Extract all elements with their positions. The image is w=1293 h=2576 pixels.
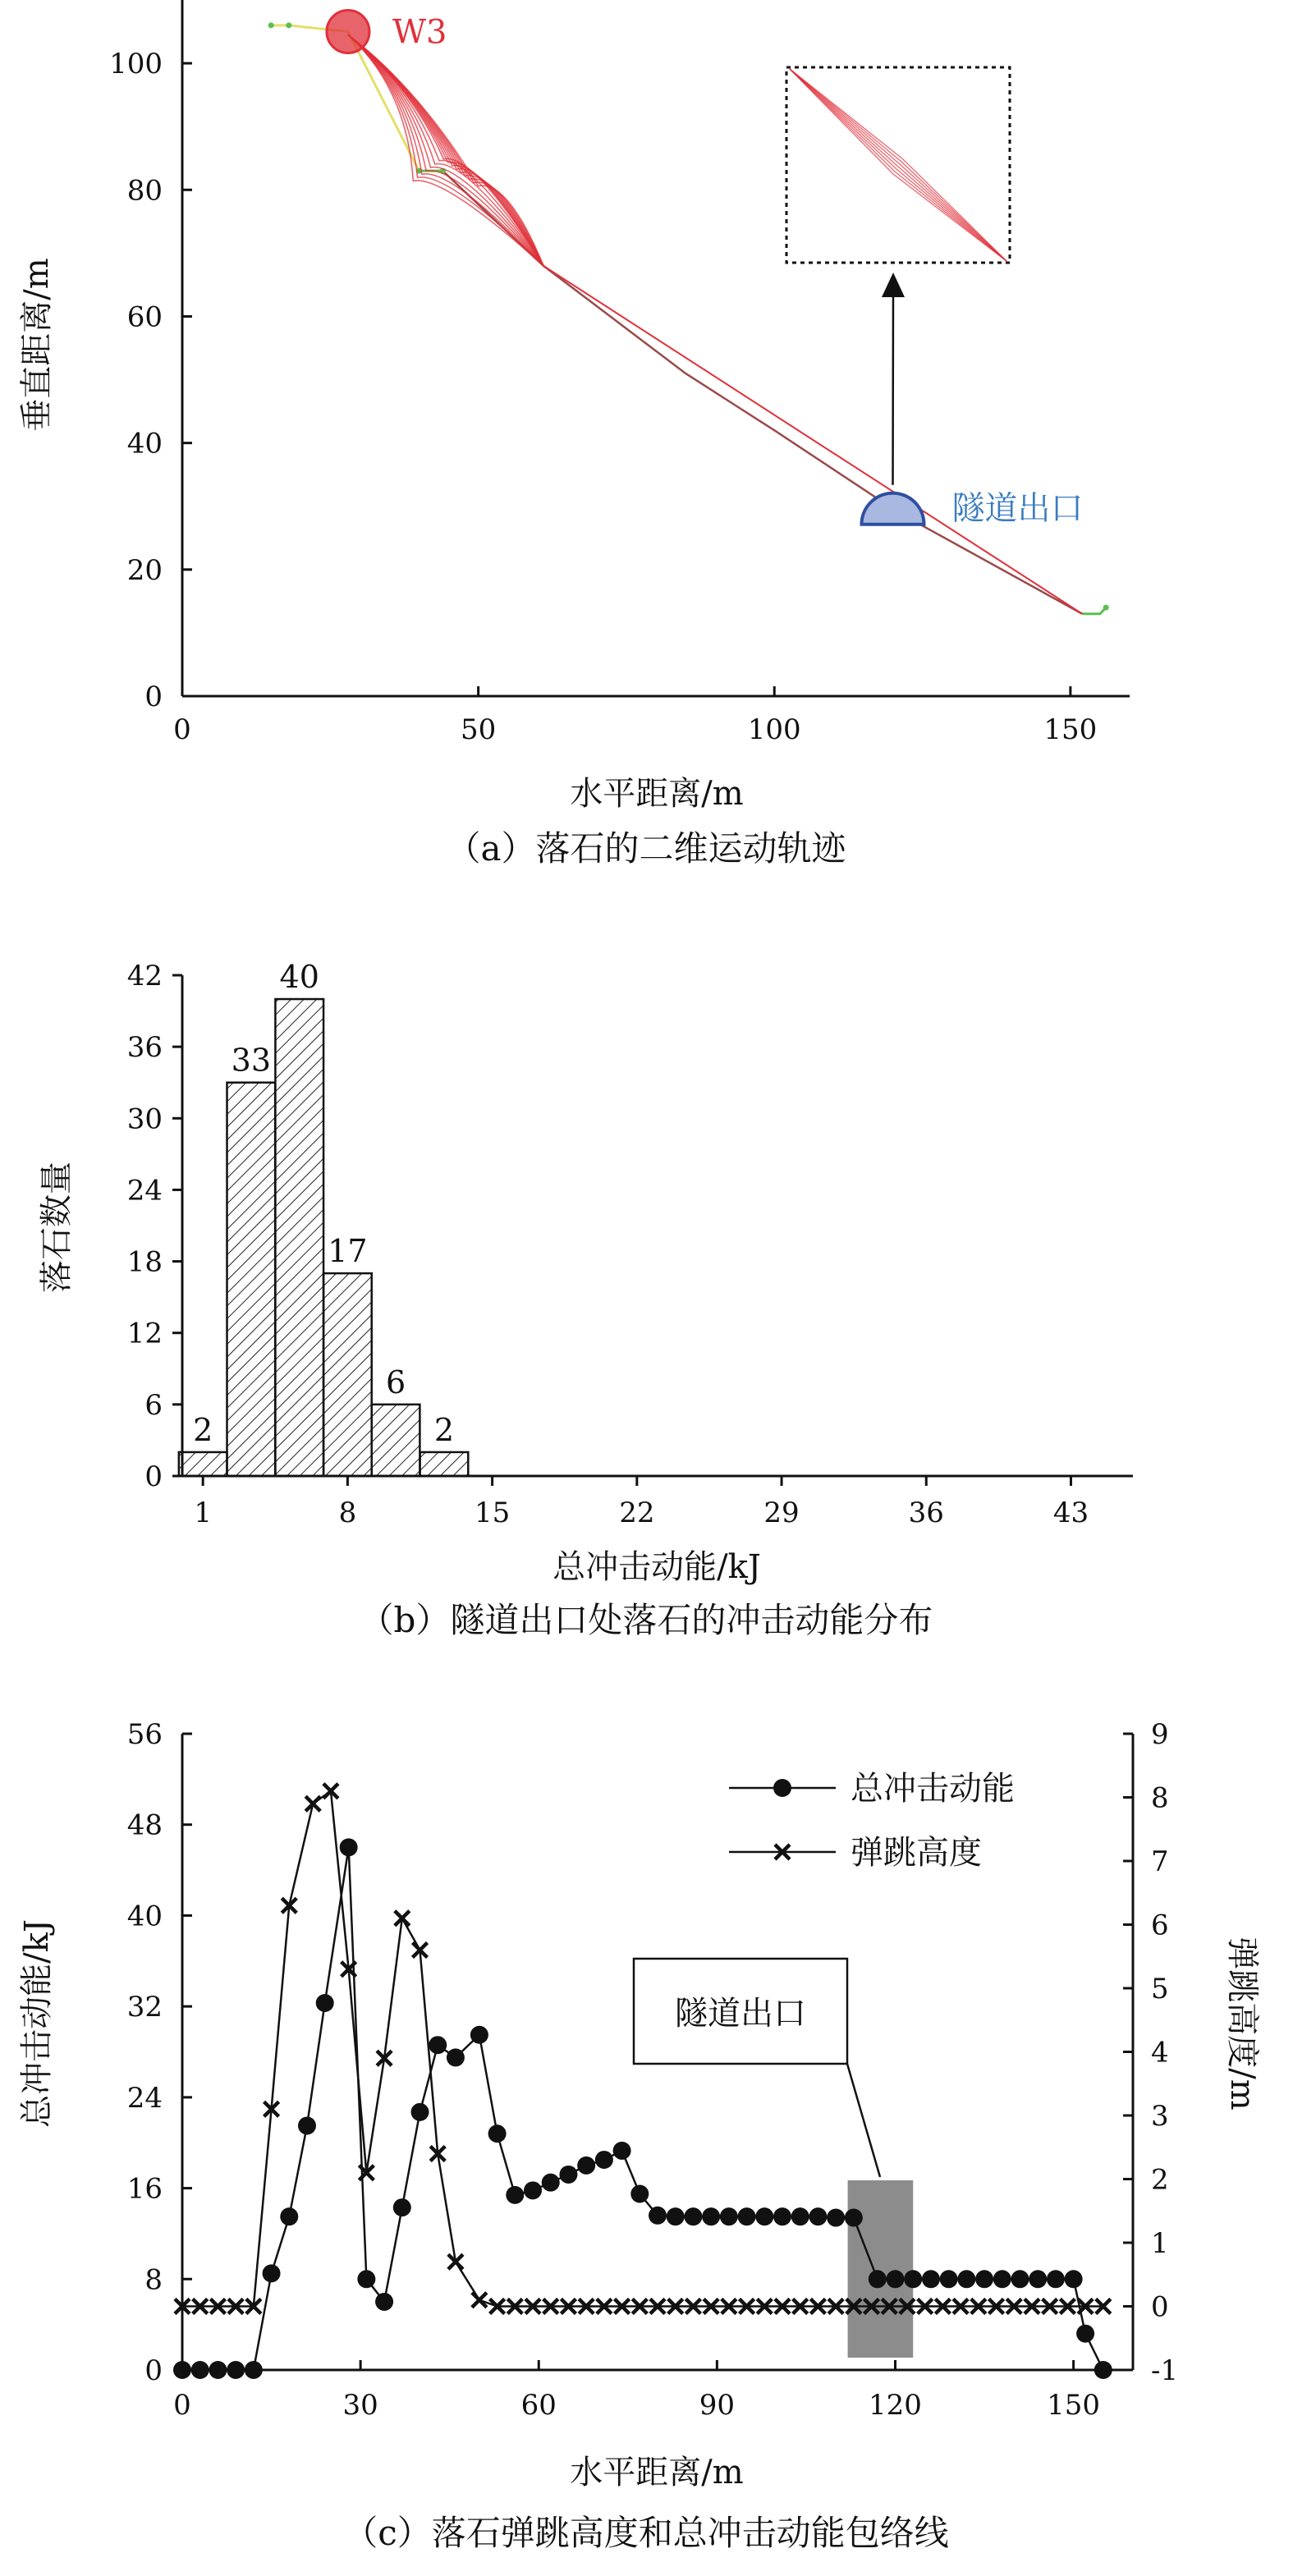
energy-point (280, 2207, 298, 2225)
energy-point (613, 2142, 631, 2160)
energy-point (209, 2361, 227, 2379)
bar-value-label: 40 (279, 959, 319, 996)
energy-point (191, 2361, 209, 2379)
energy-point (975, 2270, 993, 2288)
energy-point (488, 2125, 507, 2143)
y-tick-label-c-left: 32 (126, 1991, 163, 2024)
energy-point (340, 1838, 358, 1856)
energy-point (411, 2103, 429, 2121)
energy-point (957, 2270, 975, 2288)
y-tick-label-c-right: 7 (1151, 1845, 1169, 1878)
y-tick-label-c-right: -1 (1151, 2354, 1179, 2387)
y-tick-label-c-left: 0 (144, 2354, 163, 2387)
x-tick-label-a: 150 (1043, 713, 1098, 746)
x-tick-label-c: 150 (1047, 2389, 1101, 2422)
bar-value-label: 2 (193, 1411, 213, 1448)
profile-vertex (286, 22, 291, 28)
x-tick-label-a: 100 (747, 713, 801, 746)
y-tick-label-a: 0 (144, 681, 163, 713)
tunnel-exit-shaded-band (848, 2180, 914, 2358)
energy-point (809, 2207, 827, 2225)
inset-arrow-head (882, 273, 905, 297)
y-tick-label-b: 42 (126, 960, 163, 992)
envelope-series (173, 1784, 1112, 2379)
y-tick-label-a: 40 (126, 427, 163, 461)
x-tick-label-b: 22 (619, 1497, 655, 1529)
energy-point (922, 2270, 940, 2288)
energy-point (173, 2361, 191, 2379)
legend (729, 1770, 1015, 1872)
y-tick-label-c-right: 9 (1151, 1718, 1169, 1751)
energy-point (595, 2151, 613, 2169)
series-line-energy (182, 1847, 1103, 2370)
energy-point (702, 2207, 720, 2225)
bar-value-label: 2 (433, 1411, 455, 1448)
y-tick-label-c-left: 56 (126, 1718, 163, 1751)
energy-point (245, 2361, 263, 2379)
x-tick-label-b: 8 (338, 1497, 357, 1529)
energy-point (845, 2209, 863, 2227)
energy-point (524, 2181, 542, 2199)
energy-point (1076, 2325, 1094, 2343)
panel-b-energy-histogram (38, 959, 1133, 1640)
bar-value-label: 6 (385, 1364, 406, 1400)
profile-vertex (1103, 605, 1109, 611)
bar-value-label: 33 (231, 1042, 272, 1079)
x-tick-label-c: 60 (520, 2389, 557, 2422)
x-tick-label-b: 43 (1052, 1497, 1089, 1529)
tunnel-exit-label: 隧道出口 (951, 489, 1084, 528)
energy-point (470, 2026, 488, 2044)
y-tick-label-b: 0 (144, 1460, 163, 1493)
energy-point (827, 2209, 845, 2227)
y-tick-label-c-right: 1 (1151, 2227, 1169, 2260)
inset-zoom-box (786, 67, 1010, 485)
caption-a: （a）落石的二维运动轨迹 (446, 828, 846, 869)
y-tick-label-b: 18 (126, 1245, 163, 1279)
x-tick-label-c: 90 (699, 2389, 736, 2422)
histogram-bars (179, 999, 468, 1476)
x-tick-label-c: 120 (869, 2389, 922, 2422)
y-tick-label-c-right: 2 (1151, 2163, 1169, 2197)
energy-point (506, 2186, 524, 2204)
energy-point (429, 2036, 447, 2054)
histogram-bar (275, 999, 323, 1476)
energy-point (1047, 2270, 1065, 2288)
w3-marker (327, 11, 369, 53)
y-tick-label-c-left: 8 (144, 2263, 163, 2297)
bounce-point (305, 1796, 320, 1811)
panel-c-envelope-chart (18, 1718, 1261, 2553)
y-tick-label-c-left: 48 (126, 1808, 163, 1842)
energy-point (887, 2270, 905, 2288)
caption-b: （b）隧道出口处落石的冲击动能分布 (359, 1600, 933, 1640)
x-tick-label-c: 0 (173, 2389, 191, 2422)
tunnel-exit-band (848, 2180, 914, 2358)
y-tick-label-b: 24 (126, 1174, 163, 1208)
y-tick-label-a: 80 (126, 174, 163, 208)
energy-point (298, 2116, 316, 2134)
energy-point (542, 2174, 560, 2192)
y-tick-label-c-right: 4 (1151, 2036, 1169, 2070)
histogram-bar (179, 1452, 227, 1476)
callout-label: 隧道出口 (675, 1995, 806, 2033)
histogram-bar (372, 1405, 420, 1476)
y-tick-label-a: 60 (126, 300, 163, 334)
legend-label-energy: 总冲击动能 (851, 1770, 1015, 1808)
y-tick-label-c-right: 0 (1151, 2290, 1169, 2324)
energy-point (1029, 2270, 1047, 2288)
energy-point (720, 2207, 738, 2225)
y-tick-label-b: 12 (126, 1317, 163, 1350)
x-tick-label-b: 1 (194, 1497, 212, 1529)
xlabel-a: 水平距离/m (570, 775, 744, 813)
ticks-c (127, 1718, 1178, 2422)
energy-point (684, 2207, 702, 2225)
legend-marker-energy (773, 1779, 791, 1797)
ylabel-a: 垂直距离/m (18, 258, 56, 432)
xlabel-b: 总冲击动能/kJ (553, 1548, 761, 1586)
energy-point (869, 2270, 887, 2288)
y-tick-label-c-left: 40 (126, 1900, 163, 1933)
energy-point (357, 2270, 375, 2288)
energy-point (630, 2184, 649, 2202)
ylabel-b: 落石数量 (38, 1162, 76, 1293)
y-tick-label-a: 20 (126, 553, 163, 587)
energy-point (559, 2166, 577, 2184)
y-tick-label-b: 6 (144, 1388, 163, 1422)
ylabel-c-left: 总冲击动能/kJ (18, 1919, 56, 2128)
energy-point (667, 2207, 685, 2225)
tunnel-exit-marker (862, 493, 924, 525)
y-tick-label-c-right: 8 (1151, 1781, 1169, 1815)
histogram-bar (420, 1452, 469, 1476)
y-tick-label-b: 36 (126, 1031, 163, 1065)
energy-point (316, 1994, 334, 2012)
tunnel-exit-callout (634, 1959, 880, 2177)
profile-vertex (268, 22, 274, 28)
x-tick-label-b: 29 (763, 1497, 800, 1529)
x-tick-label-a: 50 (460, 713, 497, 746)
energy-point (773, 2207, 791, 2225)
energy-point (393, 2198, 411, 2216)
energy-point (577, 2157, 595, 2175)
histogram-bar (227, 1083, 276, 1476)
inset-arrow-line (893, 289, 894, 485)
ylabel-c-right: 弹跳高度/m (1223, 1937, 1261, 2111)
x-tick-label-b: 36 (908, 1497, 944, 1529)
energy-point (1065, 2270, 1083, 2288)
energy-point (791, 2207, 809, 2225)
energy-point (227, 2361, 245, 2379)
y-tick-label-b: 30 (126, 1102, 163, 1136)
y-tick-label-c-right: 6 (1151, 1909, 1169, 1942)
legend-label-bounce: 弹跳高度 (851, 1834, 982, 1872)
y-tick-label-c-right: 3 (1151, 2100, 1169, 2133)
xlabel-c: 水平距离/m (570, 2454, 744, 2491)
y-tick-label-c-left: 24 (126, 2081, 163, 2115)
y-tick-label-a: 100 (109, 48, 163, 81)
y-tick-label-c-left: 16 (126, 2172, 163, 2206)
histogram-bar (323, 1273, 372, 1476)
y-tick-label-c-right: 5 (1151, 1973, 1169, 2005)
energy-point (263, 2264, 281, 2282)
energy-point (755, 2207, 773, 2225)
energy-point (1094, 2361, 1112, 2379)
callout-leader (847, 2064, 880, 2177)
energy-point (375, 2293, 393, 2311)
x-tick-label-a: 0 (173, 713, 191, 746)
energy-point (940, 2270, 958, 2288)
energy-point (447, 2048, 465, 2066)
energy-point (649, 2207, 667, 2225)
slope-profile-toe (1082, 607, 1106, 614)
energy-point (738, 2207, 756, 2225)
w3-label: W3 (392, 13, 447, 52)
x-tick-label-b: 15 (474, 1497, 511, 1529)
energy-point (904, 2270, 922, 2288)
bounce-point (472, 2293, 487, 2308)
caption-c: （c）落石弹跳高度和总冲击动能包络线 (343, 2513, 949, 2553)
trajectory-downslope (543, 266, 1082, 614)
energy-point (1011, 2270, 1029, 2288)
panel-a-trajectory-chart (18, 0, 1130, 869)
bar-value-label: 17 (328, 1233, 368, 1270)
energy-point (993, 2270, 1011, 2288)
x-tick-label-c: 30 (342, 2389, 378, 2422)
